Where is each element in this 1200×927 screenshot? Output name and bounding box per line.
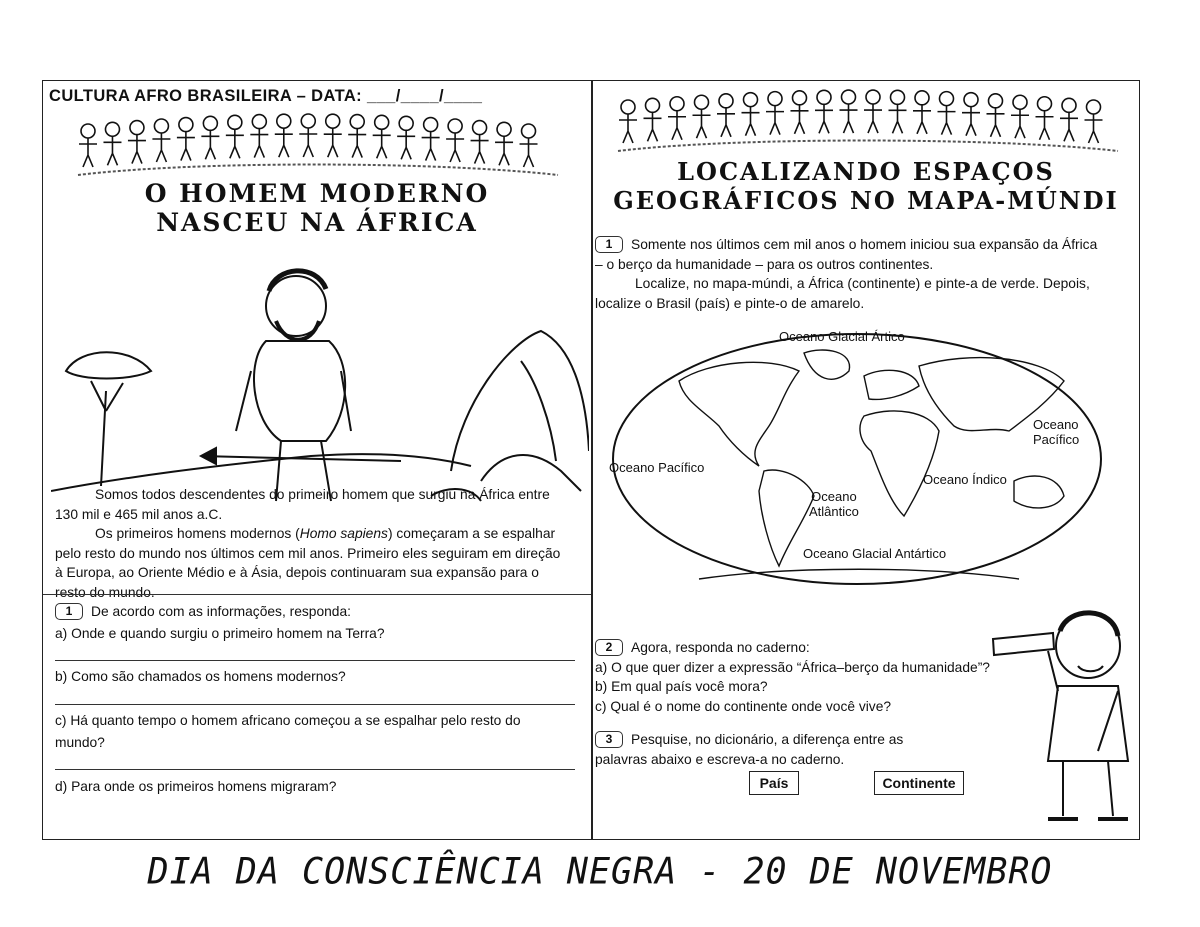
answer-line-a[interactable] xyxy=(55,660,575,661)
child-figure-body xyxy=(840,104,858,133)
child-figure-head xyxy=(866,90,880,104)
child-figure-body xyxy=(128,135,146,164)
child-figure-body xyxy=(864,104,882,133)
child-figure-head xyxy=(105,122,119,136)
child-figure-body xyxy=(766,106,784,135)
child-figure-head xyxy=(497,122,511,136)
child-figure-head xyxy=(915,91,929,105)
lesson-title: O HOMEM MODERNO NASCEU NA ÁFRICA xyxy=(144,179,490,237)
child-figure-head xyxy=(350,115,364,129)
child-figure-head xyxy=(252,115,266,129)
child-figure-head xyxy=(399,116,413,130)
child-figure-head xyxy=(1062,98,1076,112)
child-figure-head xyxy=(1013,95,1027,109)
word-box-continente: Continente xyxy=(874,771,964,795)
child-figure-head xyxy=(154,119,168,133)
child-figure-head xyxy=(228,115,242,129)
child-figure-body xyxy=(913,105,931,134)
child-figure-body xyxy=(422,132,440,161)
child-figure-head xyxy=(768,92,782,106)
child-figure-head xyxy=(964,93,978,107)
question-1-intro: 1 De acordo com as informações, responda: xyxy=(55,602,351,622)
child-figure-head xyxy=(1087,100,1101,114)
child-figure-head xyxy=(130,121,144,135)
child-figure-body xyxy=(987,108,1005,137)
child-figure-head xyxy=(375,115,389,129)
question-d: d) Para onde os primeiros homens migraram? xyxy=(55,779,337,794)
label-pacific-ocean-west: Oceano Pacífico xyxy=(609,460,705,475)
answer-line-b[interactable] xyxy=(55,704,575,705)
child-figure-body xyxy=(226,129,244,158)
lesson-title: LOCALIZANDO ESPAÇOS GEOGRÁFICOS NO MAPA-MÚNDI xyxy=(613,157,1119,215)
child-figure-body xyxy=(742,107,760,136)
child-figure-body xyxy=(348,129,366,158)
question-3-text: 3 Pesquise, no dicionário, a diferença entre as palavras abaixo e escreva-a no caderno. xyxy=(595,732,904,767)
child-figure-body xyxy=(201,130,219,159)
child-figure-body xyxy=(815,104,833,133)
child-figure-body xyxy=(446,133,464,162)
label-indian-ocean: Oceano Índico xyxy=(923,472,1007,487)
child-figure-head xyxy=(448,119,462,133)
child-figure-head xyxy=(793,91,807,105)
child-figure-body xyxy=(299,128,317,157)
label-atlantic-ocean: Oceano Atlântico xyxy=(809,489,859,519)
child-figure-head xyxy=(203,116,217,130)
child-figure-body xyxy=(373,129,391,158)
child-figure-head xyxy=(646,98,660,112)
caveman-illustration xyxy=(51,251,589,521)
child-figure-head xyxy=(424,118,438,132)
child-figure-body xyxy=(495,136,513,165)
child-figure-head xyxy=(695,95,709,109)
child-figure-body xyxy=(177,132,195,161)
child-figure-body xyxy=(717,108,735,137)
child-figure-body xyxy=(693,109,711,138)
child-figure-head xyxy=(277,114,291,128)
footer-caption: DIA DA CONSCIÊNCIA NEGRA - 20 DE NOVEMBRO xyxy=(147,851,1053,893)
question-c-line1: c) Há quanto tempo o homem africano começou a se espalhar pelo resto do xyxy=(55,713,521,728)
child-figure-body xyxy=(1085,114,1103,143)
children-border-illustration xyxy=(613,85,1123,157)
question-2-text: 2 Agora, responda no caderno: a) O que quer dizer a expressão “África–berço da humanidade”? b) Em qual país você mora? c) Qual é o nome do continente onde você vive? xyxy=(595,640,990,714)
child-figure-head xyxy=(744,93,758,107)
question-b: b) Como são chamados os homens modernos? xyxy=(55,669,346,684)
child-figure-body xyxy=(1011,109,1029,138)
child-figure-body xyxy=(275,128,293,157)
child-figure-body xyxy=(152,133,170,162)
child-figure-body xyxy=(619,114,637,143)
question-number-badge: 3 xyxy=(595,731,623,748)
child-figure-head xyxy=(989,94,1003,108)
child-figure-body xyxy=(520,138,538,167)
child-figure-body xyxy=(1036,111,1054,140)
question-number-badge: 1 xyxy=(595,236,623,253)
child-figure-body xyxy=(397,130,415,159)
child-figure-head xyxy=(1038,97,1052,111)
child-figure-head xyxy=(621,100,635,114)
label-antarctic-ocean: Oceano Glacial Antártico xyxy=(803,546,947,561)
label-arctic-ocean: Oceano Glacial Ártico xyxy=(779,329,905,344)
question-a: a) Onde e quando surgiu o primeiro homem na Terra? xyxy=(55,626,385,641)
child-figure-head xyxy=(817,90,831,104)
header-title: CULTURA AFRO BRASILEIRA – DATA: ___/____/____ xyxy=(49,87,483,105)
question-number-badge: 1 xyxy=(55,603,83,620)
child-figure-body xyxy=(668,111,686,140)
child-figure-head xyxy=(81,124,95,138)
right-worksheet xyxy=(592,80,1140,840)
child-figure-head xyxy=(940,92,954,106)
child-figure-body xyxy=(791,105,809,134)
child-figure-body xyxy=(250,129,268,158)
child-figure-body xyxy=(103,136,121,165)
child-figure-head xyxy=(522,124,536,138)
child-figure-body xyxy=(1060,112,1078,141)
child-figure-head xyxy=(179,118,193,132)
question-1-text: 1 Somente nos últimos cem mil anos o homem iniciou sua expansão da África – o berço da humanidade – para os outros continentes. Localize, no mapa-múndi, a África (continente) e pinte-a de verde. Depois, localize o Brasil (país) e pinte-o de amarelo. xyxy=(595,237,1098,311)
left-worksheet xyxy=(42,80,592,840)
boy-with-spyglass-illustration xyxy=(988,591,1138,831)
child-figure-body xyxy=(938,106,956,135)
child-figure-head xyxy=(842,90,856,104)
child-figure-head xyxy=(670,97,684,111)
child-figure-body xyxy=(324,128,342,157)
child-figure-head xyxy=(326,114,340,128)
children-border-illustration xyxy=(73,109,563,181)
child-figure-head xyxy=(301,114,315,128)
answer-line-c[interactable] xyxy=(55,769,575,770)
child-figure-head xyxy=(473,121,487,135)
label-pacific-ocean-east: Oceano Pacífico xyxy=(1033,417,1080,447)
question-c-line2: mundo? xyxy=(55,735,105,750)
child-figure-body xyxy=(962,107,980,136)
question-number-badge: 2 xyxy=(595,639,623,656)
intro-text: Somos todos descendentes do primeiro homem que surgiu na África entre 130 mil e 465 mil anos a.C. Os primeiros homens modernos (Homo sapiens) começaram a se espalhar pelo resto do mundo nos últimos cem mil anos. Primeiro eles seguiram em direção à Europa, ao Oriente Médio e à Ásia, depois continuaram sua expansão para o resto do mundo. xyxy=(55,487,561,600)
word-box-pais: País xyxy=(749,771,799,795)
child-figure-body xyxy=(79,138,97,167)
child-figure-body xyxy=(889,104,907,133)
child-figure-body xyxy=(471,135,489,164)
section-divider xyxy=(43,594,591,595)
child-figure-head xyxy=(891,90,905,104)
child-figure-body xyxy=(644,112,662,141)
child-figure-head xyxy=(719,94,733,108)
